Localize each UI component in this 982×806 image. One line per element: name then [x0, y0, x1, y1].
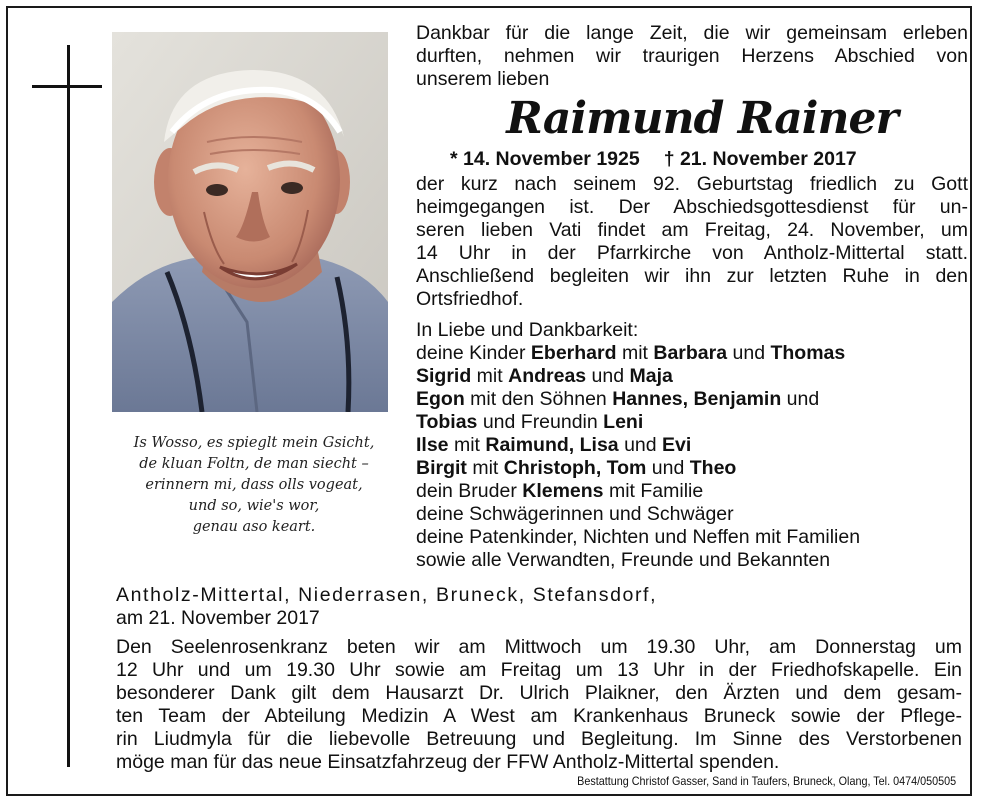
- body-line: Ortsfriedhof.: [416, 288, 524, 310]
- body-line: der kurz nach seinem 92. Geburtstag friedlich zu Gott: [416, 173, 968, 195]
- death-date: † 21. November 2017: [663, 148, 857, 170]
- closing-line: möge man für das neue Einsatzfahrzeug der FFW Antholz-Mittertal spenden.: [116, 751, 780, 773]
- mourners-line: Egon mit den Söhnen Hannes, Benjamin und: [416, 388, 820, 410]
- undertaker-credit: Bestattung Christof Gasser, Sand in Taufers, Bruneck, Olang, Tel. 0474/050505: [576, 774, 956, 788]
- closing-line: besonderer Dank gilt dem Hausarzt Dr. Ulrich Plaikner, den Ärzten und dem gesam-: [116, 682, 962, 704]
- closing-line: ten Team der Abteilung Medizin A West am Krankenhaus Bruneck sowie der Pflege-: [116, 705, 962, 727]
- dialect-poem: [104, 433, 404, 538]
- closing-line: Den Seelenrosenkranz beten wir am Mittwoch um 19.30 Uhr, am Donnerstag um: [116, 636, 962, 658]
- life-dates: [450, 147, 968, 171]
- date-line: am 21. November 2017: [116, 607, 320, 629]
- mourners-line: Birgit mit Christoph, Tom und Theo: [416, 457, 737, 479]
- body-line: Anschließend begleiten wir ihn zur letzten Ruhe in den: [416, 265, 968, 287]
- mourners-line: deine Patenkinder, Nichten und Neffen mit Familien: [416, 526, 861, 548]
- birth-date: * 14. November 1925: [450, 148, 640, 170]
- obituary-notice: [6, 6, 972, 796]
- body-line: seren lieben Vati findet am Freitag, 24. November, um: [416, 219, 968, 241]
- intro-line: durften, nehmen wir traurigen Herzens Abschied von: [416, 45, 968, 67]
- mourners-intro: In Liebe und Dankbarkeit:: [416, 319, 639, 341]
- closing-text: [116, 584, 962, 774]
- closing-line: 12 Uhr und um 19.30 Uhr sowie am Freitag um 13 Uhr in der Friedhofskapelle. Ein: [116, 659, 962, 681]
- deceased-name: Raimund Rainer: [506, 93, 898, 144]
- body-line: heimgegangen ist. Der Abschiedsgottesdienst für un-: [416, 196, 968, 218]
- mourners-line: Sigrid mit Andreas und Maja: [416, 365, 673, 387]
- mourners-line: sowie alle Verwandten, Freunde und Bekannten: [416, 549, 831, 571]
- portrait-photo: [112, 32, 388, 412]
- poem-line: genau aso keart.: [192, 519, 316, 535]
- closing-line: rin Liudmyla für die liebevolle Betreuung und Begleitung. Im Sinne des Verstorbenen: [116, 728, 962, 750]
- mourners-line: deine Kinder Eberhard mit Barbara und Thomas: [416, 342, 846, 364]
- intro-line: Dankbar für die lange Zeit, die wir gemeinsam erleben: [416, 22, 968, 44]
- intro-line: unserem lieben: [416, 68, 550, 90]
- mourners-line: Ilse mit Raimund, Lisa und Evi: [416, 434, 692, 456]
- poem-line: erinnern mi, dass olls vogeat,: [145, 477, 363, 493]
- mourners-line: Tobias und Freundin Leni: [416, 411, 644, 433]
- main-text: [416, 22, 968, 572]
- poem-line: und so, wie's wor,: [188, 498, 320, 514]
- cross-icon: [67, 45, 70, 767]
- body-line: 14 Uhr in der Pfarrkirche von Antholz-Mittertal statt.: [416, 242, 968, 264]
- poem-line: de kluan Foltn, de man siecht –: [139, 456, 369, 472]
- places-line: Antholz-Mittertal, Niederrasen, Bruneck, Stefansdorf,: [116, 584, 658, 606]
- cross-icon-bar: [32, 85, 102, 88]
- mourners-line: deine Schwägerinnen und Schwäger: [416, 503, 734, 525]
- mourners-line: dein Bruder Klemens mit Familie: [416, 480, 704, 502]
- poem-line: Is Wosso, es spieglt mein Gsicht,: [133, 435, 375, 451]
